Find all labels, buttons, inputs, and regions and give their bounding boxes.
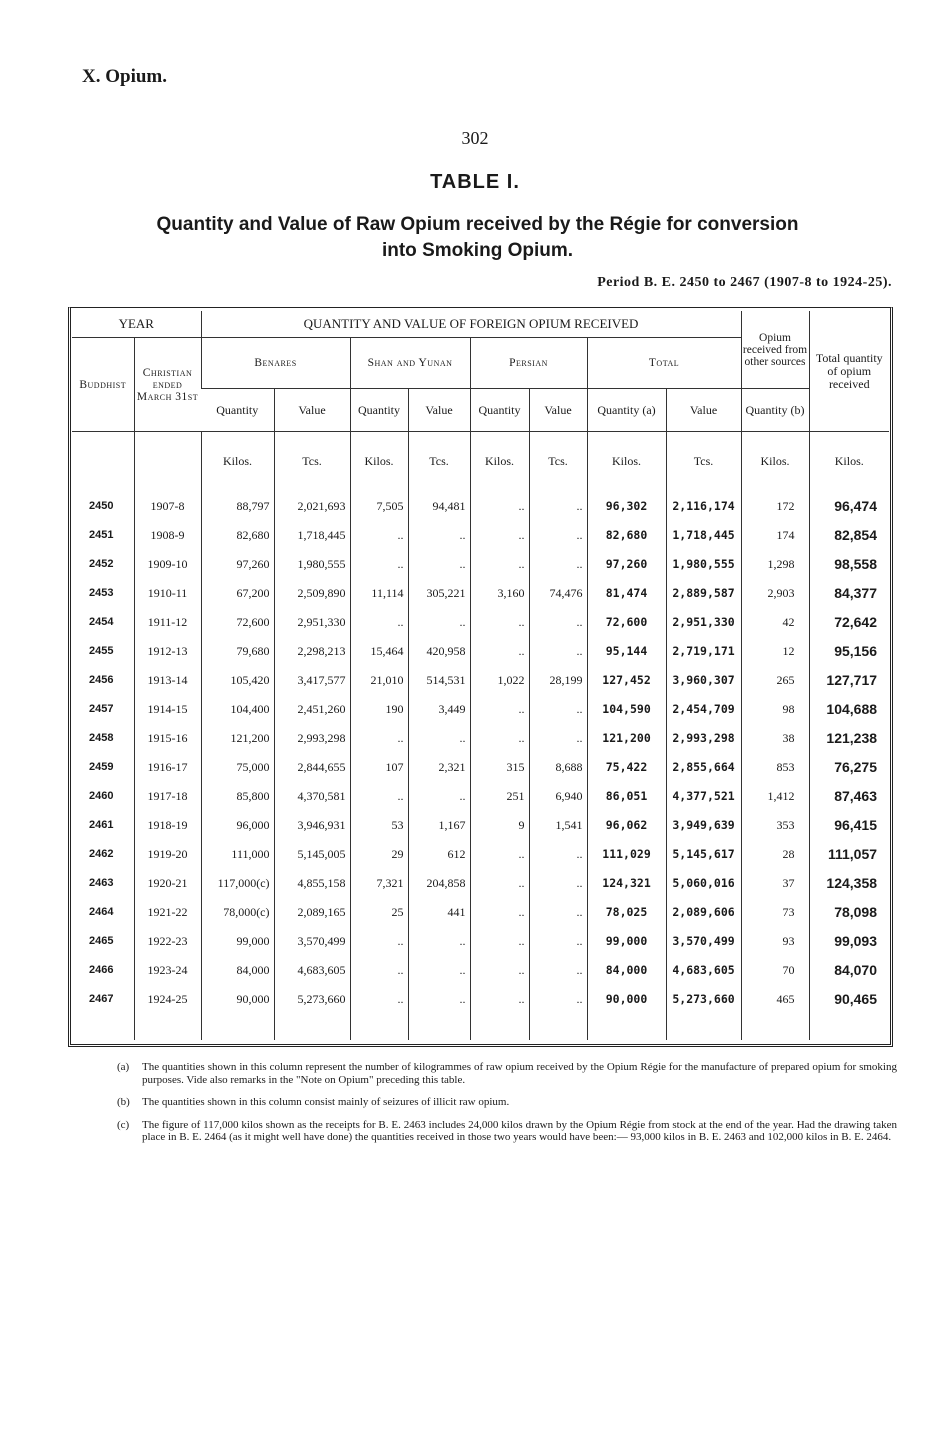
units-row (72, 432, 889, 492)
total-quantity-cell: 127,452 (587, 666, 666, 695)
total-value-cell: 2,951,330 (666, 608, 741, 637)
persian-quantity-cell: .. (470, 927, 529, 956)
persian-value-cell: .. (529, 956, 587, 985)
benares-value-cell: 3,946,931 (274, 811, 350, 840)
persian-value-cell: .. (529, 492, 587, 521)
unit-label: Kilos. (350, 432, 408, 492)
total-quantity-cell: 84,000 (587, 956, 666, 985)
benares-quantity-cell: 75,000 (201, 753, 274, 782)
other-quantity-cell: 2,903 (741, 579, 809, 608)
persian-quantity-cell: .. (470, 869, 529, 898)
shan-quantity-cell: .. (350, 985, 408, 1014)
total-quantity-cell: 96,302 (587, 492, 666, 521)
buddhist-header: Buddhist (72, 338, 134, 432)
buddhist-year-cell: 2457 (89, 703, 114, 715)
page-number: 302 (461, 128, 489, 148)
footnote-text: The figure of 117,000 kilos shown as the receipts for B. E. 2463 includes 24,000 kilos drawn by the Opium Régie from stock at the end of the year. Had the drawing taken place in B. E. 2464 (as it might well have done) the quantities received in those two years would have been:— 93,000 kilos in B. E. 2463 and 102,000 kilos in B. E. 2464. (142, 1118, 897, 1143)
persian-quantity-header: Quantity (470, 389, 529, 432)
shan-quantity-cell: 7,505 (350, 492, 408, 521)
buddhist-year-cell: 2465 (89, 935, 114, 947)
shan-value-cell: .. (408, 550, 470, 579)
persian-quantity-cell: 315 (470, 753, 529, 782)
other-quantity-cell: 174 (741, 521, 809, 550)
benares-header: Benares (201, 338, 350, 389)
benares-quantity-cell: 85,800 (201, 782, 274, 811)
table-row (72, 840, 889, 869)
total-quantity-cell: 90,000 (587, 985, 666, 1014)
persian-value-cell: .. (529, 521, 587, 550)
shan-value-cell: 3,449 (408, 695, 470, 724)
total-quantity-cell: 104,590 (587, 695, 666, 724)
benares-value-cell: 5,273,660 (274, 985, 350, 1014)
christian-year-cell: 1909-10 (134, 550, 201, 579)
unit-label: Kilos. (201, 432, 274, 492)
benares-value-cell: 2,951,330 (274, 608, 350, 637)
shan-value-header: Value (408, 389, 470, 432)
buddhist-year-cell: 2452 (89, 558, 114, 570)
other-quantity-cell: 98 (741, 695, 809, 724)
other-quantity-cell: 73 (741, 898, 809, 927)
total-quantity-header: Quantity (a) (587, 389, 666, 432)
benares-quantity-header: Quantity (201, 389, 274, 432)
christian-year-cell: 1920-21 (134, 869, 201, 898)
total-quantity-cell: 75,422 (587, 753, 666, 782)
benares-value-cell: 5,145,005 (274, 840, 350, 869)
footnote-label: (b) (117, 1096, 130, 1108)
shan-value-cell: 441 (408, 898, 470, 927)
benares-value-cell: 2,844,655 (274, 753, 350, 782)
benares-value-cell: 4,855,158 (274, 869, 350, 898)
persian-quantity-cell: 251 (470, 782, 529, 811)
total-value-cell: 1,718,445 (666, 521, 741, 550)
benares-value-cell: 2,993,298 (274, 724, 350, 753)
total-value-cell: 5,273,660 (666, 985, 741, 1014)
shan-quantity-cell: .. (350, 724, 408, 753)
benares-value-header: Value (274, 389, 350, 432)
footnote-text: The quantities shown in this column represent the number of kilogrammes of raw opium received by the Opium Régie for the manufacture of prepared opium for smoking purposes. Vide also remarks in the "Note on Opium" preceding this table. (142, 1061, 897, 1086)
shan-value-cell: .. (408, 782, 470, 811)
table-row (72, 550, 889, 579)
shan-value-cell: 514,531 (408, 666, 470, 695)
persian-value-header: Value (529, 389, 587, 432)
persian-quantity-cell: .. (470, 608, 529, 637)
total-value-cell: 3,960,307 (666, 666, 741, 695)
benares-quantity-cell: 72,600 (201, 608, 274, 637)
table-row (72, 782, 889, 811)
grand-total-cell: 84,377 (809, 579, 889, 608)
unit-label: Tcs. (666, 432, 741, 492)
shan-value-cell: 420,958 (408, 637, 470, 666)
grand-total-cell: 96,415 (809, 811, 889, 840)
total-value-cell: 2,889,587 (666, 579, 741, 608)
persian-header: Persian (470, 338, 587, 389)
benares-quantity-cell: 90,000 (201, 985, 274, 1014)
benares-quantity-cell: 121,200 (201, 724, 274, 753)
shan-value-cell: 94,481 (408, 492, 470, 521)
benares-quantity-cell: 97,260 (201, 550, 274, 579)
persian-value-cell: .. (529, 608, 587, 637)
shan-value-cell: .. (408, 608, 470, 637)
buddhist-year-cell: 2458 (89, 732, 114, 744)
buddhist-year-cell: 2464 (89, 906, 114, 918)
persian-quantity-cell: .. (470, 840, 529, 869)
foreign-opium-header: QUANTITY AND VALUE OF FOREIGN OPIUM RECEIVED (201, 311, 741, 338)
christian-year-cell: 1912-13 (134, 637, 201, 666)
footnotes (117, 1061, 897, 1154)
table-body (72, 492, 889, 1014)
other-quantity-cell: 1,298 (741, 550, 809, 579)
table-title: TABLE I. (430, 171, 520, 193)
christian-year-cell: 1917-18 (134, 782, 201, 811)
table-row (72, 666, 889, 695)
table-row (72, 869, 889, 898)
opium-table (72, 311, 889, 1040)
footnote-label: (c) (117, 1118, 130, 1131)
footnote-c (117, 1119, 897, 1144)
total-quantity-cell: 72,600 (587, 608, 666, 637)
total-value-cell: 2,116,174 (666, 492, 741, 521)
shan-quantity-header: Quantity (350, 389, 408, 432)
other-quantity-cell: 93 (741, 927, 809, 956)
table-row (72, 521, 889, 550)
shan-value-cell: 2,321 (408, 753, 470, 782)
benares-value-cell: 1,718,445 (274, 521, 350, 550)
grand-total-cell: 121,238 (809, 724, 889, 753)
persian-value-cell: .. (529, 695, 587, 724)
buddhist-year-cell: 2455 (89, 645, 114, 657)
benares-value-cell: 1,980,555 (274, 550, 350, 579)
christian-year-cell: 1924-25 (134, 985, 201, 1014)
benares-quantity-cell: 111,000 (201, 840, 274, 869)
persian-value-cell: .. (529, 724, 587, 753)
benares-quantity-cell: 117,000(c) (201, 869, 274, 898)
shan-value-cell: .. (408, 521, 470, 550)
grand-total-cell: 98,558 (809, 550, 889, 579)
persian-value-cell: .. (529, 927, 587, 956)
persian-quantity-cell: .. (470, 492, 529, 521)
benares-value-cell: 3,417,577 (274, 666, 350, 695)
table-row (72, 811, 889, 840)
grand-total-cell: 95,156 (809, 637, 889, 666)
total-quantity-cell: 86,051 (587, 782, 666, 811)
shan-quantity-cell: .. (350, 521, 408, 550)
shan-quantity-cell: .. (350, 956, 408, 985)
buddhist-year-cell: 2451 (89, 529, 114, 541)
other-quantity-cell: 38 (741, 724, 809, 753)
table-row (72, 579, 889, 608)
table-padding-row (72, 1014, 889, 1040)
grand-total-cell: 76,275 (809, 753, 889, 782)
benares-value-cell: 4,683,605 (274, 956, 350, 985)
christian-year-cell: 1919-20 (134, 840, 201, 869)
grand-total-cell: 124,358 (809, 869, 889, 898)
persian-value-cell: .. (529, 869, 587, 898)
buddhist-year-cell: 2459 (89, 761, 114, 773)
persian-quantity-cell: .. (470, 956, 529, 985)
total-value-cell: 5,145,617 (666, 840, 741, 869)
christian-header: Christian ended March 31st (134, 338, 201, 432)
other-quantity-cell: 353 (741, 811, 809, 840)
christian-year-cell: 1914-15 (134, 695, 201, 724)
benares-quantity-cell: 105,420 (201, 666, 274, 695)
unit-label: Tcs. (529, 432, 587, 492)
grand-total-cell: 78,098 (809, 898, 889, 927)
persian-value-cell: .. (529, 898, 587, 927)
persian-value-cell: 8,688 (529, 753, 587, 782)
shan-quantity-cell: 190 (350, 695, 408, 724)
shan-value-cell: .. (408, 927, 470, 956)
other-quantity-cell: 70 (741, 956, 809, 985)
total-quantity-cell: 82,680 (587, 521, 666, 550)
total-quantity-cell: 99,000 (587, 927, 666, 956)
grand-total-cell: 82,854 (809, 521, 889, 550)
other-quantity-cell: 853 (741, 753, 809, 782)
year-header: YEAR (72, 311, 201, 338)
grand-total-cell: 99,093 (809, 927, 889, 956)
christian-year-cell: 1908-9 (134, 521, 201, 550)
table-row (72, 985, 889, 1014)
section-title: X. Opium. (82, 66, 167, 87)
footnote-text: The quantities shown in this column consist mainly of seizures of illicit raw opium. (142, 1096, 510, 1108)
christian-year-cell: 1916-17 (134, 753, 201, 782)
total-quantity-cell: 124,321 (587, 869, 666, 898)
christian-year-cell: 1923-24 (134, 956, 201, 985)
total-header: Total (587, 338, 741, 389)
benares-value-cell: 2,451,260 (274, 695, 350, 724)
persian-value-cell: 28,199 (529, 666, 587, 695)
shan-quantity-cell: 25 (350, 898, 408, 927)
benares-quantity-cell: 82,680 (201, 521, 274, 550)
buddhist-year-cell: 2467 (89, 993, 114, 1005)
total-quantity-cell: 96,062 (587, 811, 666, 840)
total-quantity-cell: 78,025 (587, 898, 666, 927)
period-label: Period B. E. 2450 to 2467 (1907-8 to 1924-25). (597, 275, 892, 290)
grand-total-cell: 111,057 (809, 840, 889, 869)
persian-quantity-cell: .. (470, 985, 529, 1014)
buddhist-year-cell: 2450 (89, 500, 114, 512)
total-quantity-cell: 81,474 (587, 579, 666, 608)
shan-value-cell: 305,221 (408, 579, 470, 608)
footnote-a (117, 1061, 897, 1086)
grand-total-cell: 72,642 (809, 608, 889, 637)
shan-value-cell: 1,167 (408, 811, 470, 840)
total-value-cell: 2,089,606 (666, 898, 741, 927)
other-quantity-cell: 28 (741, 840, 809, 869)
christian-year-cell: 1913-14 (134, 666, 201, 695)
shan-quantity-cell: 29 (350, 840, 408, 869)
table-row (72, 695, 889, 724)
benares-value-cell: 2,298,213 (274, 637, 350, 666)
shan-yunan-header: Shan and Yunan (350, 338, 470, 389)
persian-value-cell: .. (529, 550, 587, 579)
buddhist-year-cell: 2461 (89, 819, 114, 831)
buddhist-year-cell: 2454 (89, 616, 114, 628)
buddhist-year-cell: 2462 (89, 848, 114, 860)
table-row (72, 898, 889, 927)
shan-quantity-cell: 107 (350, 753, 408, 782)
total-value-cell: 2,454,709 (666, 695, 741, 724)
buddhist-year-cell: 2453 (89, 587, 114, 599)
unit-label: Tcs. (408, 432, 470, 492)
table-row (72, 492, 889, 521)
table-row (72, 724, 889, 753)
persian-value-cell: 6,940 (529, 782, 587, 811)
table-row (72, 927, 889, 956)
total-value-cell: 4,683,605 (666, 956, 741, 985)
persian-value-cell: 1,541 (529, 811, 587, 840)
persian-quantity-cell: 1,022 (470, 666, 529, 695)
benares-quantity-cell: 99,000 (201, 927, 274, 956)
shan-value-cell: .. (408, 724, 470, 753)
footnote-b (117, 1096, 897, 1109)
heading-line-2: into Smoking Opium. (381, 240, 574, 261)
persian-quantity-cell: .. (470, 898, 529, 927)
total-value-cell: 5,060,016 (666, 869, 741, 898)
unit-label: Kilos. (587, 432, 666, 492)
shan-value-cell: .. (408, 985, 470, 1014)
persian-quantity-cell: .. (470, 695, 529, 724)
benares-value-cell: 2,089,165 (274, 898, 350, 927)
benares-quantity-cell: 88,797 (201, 492, 274, 521)
benares-quantity-cell: 96,000 (201, 811, 274, 840)
benares-quantity-cell: 104,400 (201, 695, 274, 724)
benares-value-cell: 2,509,890 (274, 579, 350, 608)
grand-total-cell: 127,717 (809, 666, 889, 695)
unit-label: Tcs. (274, 432, 350, 492)
shan-quantity-cell: .. (350, 927, 408, 956)
total-quantity-cell: 121,200 (587, 724, 666, 753)
benares-quantity-cell: 79,680 (201, 637, 274, 666)
unit-label: Kilos. (470, 432, 529, 492)
total-value-cell: 4,377,521 (666, 782, 741, 811)
table-row (72, 637, 889, 666)
shan-value-cell: 612 (408, 840, 470, 869)
shan-quantity-cell: 53 (350, 811, 408, 840)
persian-quantity-cell: .. (470, 637, 529, 666)
other-quantity-cell: 172 (741, 492, 809, 521)
benares-quantity-cell: 78,000(c) (201, 898, 274, 927)
total-value-cell: 3,570,499 (666, 927, 741, 956)
table-row (72, 753, 889, 782)
footnote-label: (a) (117, 1061, 130, 1073)
persian-quantity-cell: 3,160 (470, 579, 529, 608)
grand-total-cell: 87,463 (809, 782, 889, 811)
table-row (72, 608, 889, 637)
benares-value-cell: 4,370,581 (274, 782, 350, 811)
heading-line-1: Quantity and Value of Raw Opium received by the Régie for conversion (156, 214, 799, 235)
grand-total-cell: 84,070 (809, 956, 889, 985)
shan-value-cell: .. (408, 956, 470, 985)
christian-year-cell: 1918-19 (134, 811, 201, 840)
unit-label: Kilos. (741, 432, 809, 492)
persian-value-cell: 74,476 (529, 579, 587, 608)
other-quantity-header: Quantity (b) (741, 389, 809, 432)
grand-total-cell: 96,474 (809, 492, 889, 521)
shan-quantity-cell: 7,321 (350, 869, 408, 898)
other-quantity-cell: 37 (741, 869, 809, 898)
shan-quantity-cell: .. (350, 608, 408, 637)
benares-quantity-cell: 67,200 (201, 579, 274, 608)
persian-quantity-cell: 9 (470, 811, 529, 840)
total-quantity-cell: 95,144 (587, 637, 666, 666)
other-quantity-cell: 1,412 (741, 782, 809, 811)
shan-quantity-cell: 21,010 (350, 666, 408, 695)
persian-quantity-cell: .. (470, 550, 529, 579)
total-value-cell: 3,949,639 (666, 811, 741, 840)
persian-quantity-cell: .. (470, 521, 529, 550)
other-quantity-cell: 465 (741, 985, 809, 1014)
persian-quantity-cell: .. (470, 724, 529, 753)
unit-label: Kilos. (809, 432, 889, 492)
table-heading (100, 212, 855, 264)
total-value-cell: 2,719,171 (666, 637, 741, 666)
grand-total-cell: 90,465 (809, 985, 889, 1014)
christian-year-cell: 1907-8 (134, 492, 201, 521)
total-received-header: Total quantity of opium received (809, 311, 889, 432)
persian-value-cell: .. (529, 840, 587, 869)
christian-year-cell: 1915-16 (134, 724, 201, 753)
christian-year-cell: 1910-11 (134, 579, 201, 608)
persian-value-cell: .. (529, 637, 587, 666)
other-quantity-cell: 42 (741, 608, 809, 637)
other-sources-header: Opium received from other sources (741, 311, 809, 389)
shan-value-cell: 204,858 (408, 869, 470, 898)
christian-year-cell: 1922-23 (134, 927, 201, 956)
buddhist-year-cell: 2466 (89, 964, 114, 976)
buddhist-year-cell: 2460 (89, 790, 114, 802)
other-quantity-cell: 265 (741, 666, 809, 695)
other-quantity-cell: 12 (741, 637, 809, 666)
total-value-header: Value (666, 389, 741, 432)
benares-value-cell: 2,021,693 (274, 492, 350, 521)
total-value-cell: 1,980,555 (666, 550, 741, 579)
total-value-cell: 2,993,298 (666, 724, 741, 753)
christian-year-cell: 1911-12 (134, 608, 201, 637)
christian-year-cell: 1921-22 (134, 898, 201, 927)
persian-value-cell: .. (529, 985, 587, 1014)
grand-total-cell: 104,688 (809, 695, 889, 724)
benares-quantity-cell: 84,000 (201, 956, 274, 985)
shan-quantity-cell: 15,464 (350, 637, 408, 666)
total-value-cell: 2,855,664 (666, 753, 741, 782)
total-quantity-cell: 97,260 (587, 550, 666, 579)
table-row (72, 956, 889, 985)
total-quantity-cell: 111,029 (587, 840, 666, 869)
benares-value-cell: 3,570,499 (274, 927, 350, 956)
shan-quantity-cell: .. (350, 550, 408, 579)
shan-quantity-cell: .. (350, 782, 408, 811)
shan-quantity-cell: 11,114 (350, 579, 408, 608)
buddhist-year-cell: 2463 (89, 877, 114, 889)
buddhist-year-cell: 2456 (89, 674, 114, 686)
